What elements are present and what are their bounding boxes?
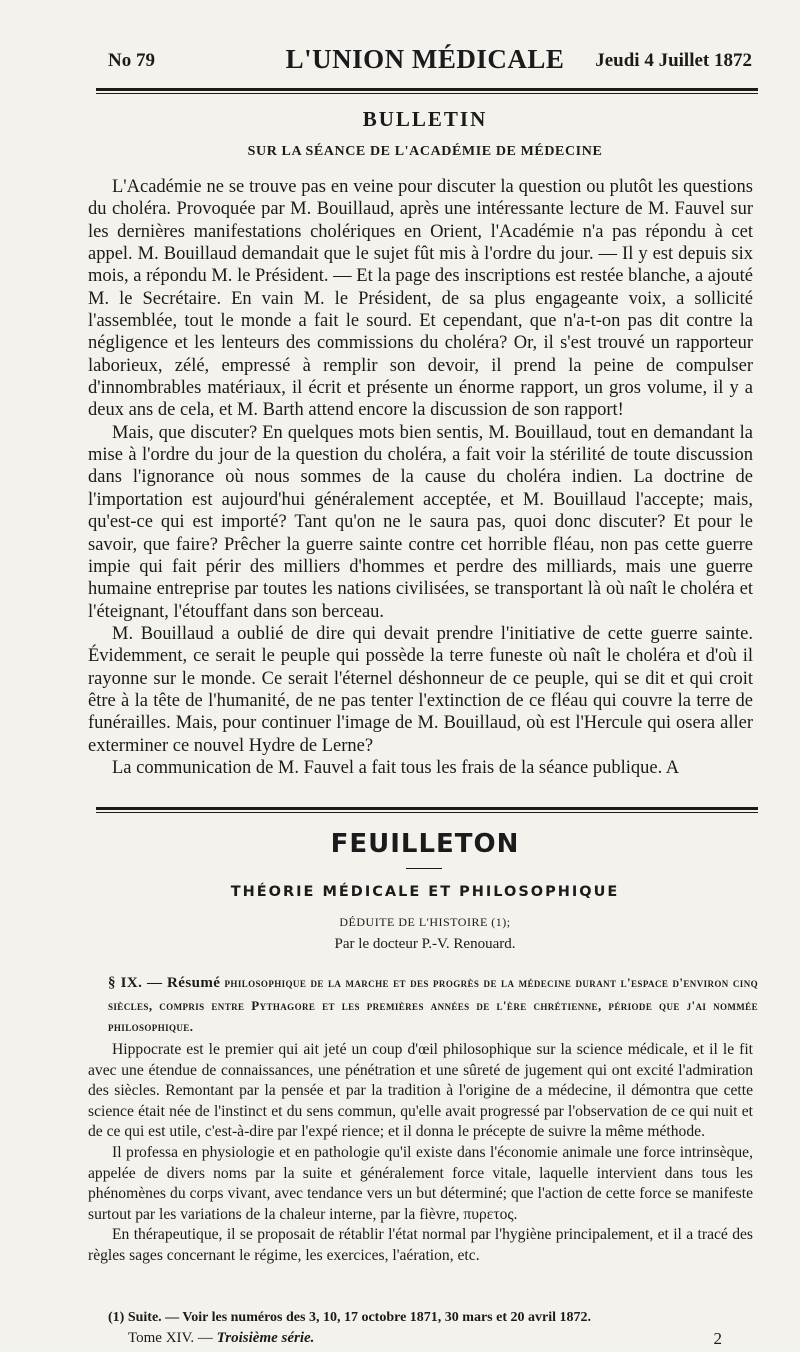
title-divider <box>406 868 442 869</box>
footnote: (1) Suite. — Voir les numéros des 3, 10, 17 octobre 1871, 30 mars et 20 avril 1872. <box>108 1310 591 1325</box>
bulletin-paragraph: M. Bouillaud a oublié de dire qui devait prendre l'initiative de cette guerre sainte. Évidemment, ce serait le peuple qui possède la terre funeste où naît le choléra et d'où il rayonne sur le monde. Ce serait l'éternel déshonneur de ce peuple, qui se dit et qui croit être à la tête de l'humanité, de ne pas tenter l'extinction de ce fléau qui couvre la terre de funérailles. Mais, pour continuer l'image de M. Bouillaud, où est l'Hercule qui osera aller exterminer ce nouvel Hydre de Lerne? <box>88 623 753 756</box>
bulletin-title: BULLETIN <box>362 107 488 131</box>
feuilleton-rule <box>96 807 758 810</box>
feuilleton-author: Par le docteur P.-V. Renouard. <box>334 936 516 952</box>
feuilleton-subtitle: THÉORIE MÉDICALE ET PHILOSOPHIQUE <box>230 884 620 900</box>
issue-date: Jeudi 4 Juillet 1872 <box>595 50 752 71</box>
feuilleton-rule-thin <box>96 812 758 813</box>
feuilleton-paragraph: En thérapeutique, il se proposait de rétablir l'état normal par l'hygiène principalement, et il a tracé des règles sages concernant le régime, les exercices, l'aération, etc. <box>88 1226 753 1264</box>
journal-title: L'UNION MÉDICALE <box>285 44 565 74</box>
header-rule <box>96 88 758 91</box>
page-header <box>88 44 762 84</box>
feuilleton-title: FEUILLETON <box>330 829 520 859</box>
issue-number: No 79 <box>108 50 155 71</box>
bulletin-paragraph: L'Académie ne se trouve pas en veine pour discuter la question ou plutôt les questions du choléra. Provoquée par M. Bouillaud, après une intéressante lecture de M. Fauvel sur les dernières manifestations cholériques en Orient, l'Académie n'a pas répondu à cet appel. M. Bouillaud demandait que le sujet fût mis à l'ordre du jour. — Il y est depuis six mois, a répondu M. le Président. — Et la page des inscriptions est restée blanche, a ajouté M. le Secrétaire. En vain M. le Président, de sa plus engageante voix, a sollicité l'assemblée, tout le monde a fait le sourd. Et cependant, que n'a-t-on pas dit contre la négligence et les lenteurs des commissions du choléra? Or, il s'est trouvé un rapporteur laborieux, zélé, empressé à remplir son devoir, il prend la peine de compulser d'innombrables matériaux, il écrit et présente un énorme rapport, un gros volume, il y a deux ans de cela, et M. Barth attend encore la discussion de son rapport! <box>88 177 753 421</box>
header-rule-thin <box>96 93 758 94</box>
section-heading-lead: § IX. — Résumé <box>108 975 221 991</box>
bulletin-paragraph: La communication de M. Fauvel a fait tous les frais de la séance publique. A <box>112 757 680 778</box>
bulletin-paragraph: Mais, que discuter? En quelques mots bien sentis, M. Bouillaud, tout en demandant la mise à l'ordre du jour de la question du choléra, a fait voir la stérilité de toute discussion dans l'ignorance où nous sommes de la cause du choléra indien. La doctrine de l'importation est aujourd'hui généralement acceptée, et M. Bouillaud l'accepte; mais, qu'est-ce qui est importé? Tant qu'on ne le saura pas, quoi donc discuter? Et pour le savoir, que faire? Prêcher la guerre sainte contre cet horrible fléau, non pas cette guerre impie qui fait périr des milliers d'hommes et perdre des milliards, mais une guerre humaine entreprise par toutes les nations civilisées, se transportant là où naît le choléra et l'éteignant, l'étouffant dans son berceau. <box>88 422 753 622</box>
newspaper-page <box>88 0 762 1352</box>
bulletin-subtitle: SUR LA SÉANCE DE L'ACADÉMIE DE MÉDECINE <box>247 144 603 159</box>
feuilleton-subtitle-2: DÉDUITE DE L'HISTOIRE (1); <box>339 915 511 929</box>
feuilleton-paragraph: Il professa en physiologie et en pathologie qu'il existe dans l'économie animale une force intrinsèque, appelée de divers noms par la suite et généralement force vitale, laquelle intervient dans tous les phénomènes du corps vivant, avec tendance vers un but déterminé; que l'action de cette force se manifeste surtout par les variations de la chaleur interne, par la fièvre, πυρετος. <box>88 1143 753 1223</box>
feuilleton-body <box>88 1040 753 1267</box>
bulletin-body <box>88 176 753 779</box>
feuilleton-paragraph: Hippocrate est le premier qui ait jeté un coup d'œil philosophique sur la science médicale, et il le fit avec une étendue de connaissances, une pénétration et une sûreté de jugement qui ont excité l'admiration des siècles. Remontant par la pensée et par la tradition à l'origine de a médecine, il démontra que cette science était née de l'instinct et du sens commun, qu'elle avait progressé par l'observation de ce qui nuit et de ce qui est utile, c'est-à-dire par l'expé rience; et il donna le précepte de suivre la même méthode. <box>88 1041 753 1141</box>
section-heading-text: philosophique de la marche et des progrès de la médecine durant l'espace d'environ cinq siècles, compris entre Pythagore et les premières années de l'ère chrétienne, période que j'ai nommée philosophique. <box>108 975 759 1034</box>
footer-serie: Troisième série. <box>216 1330 315 1346</box>
page-number: 2 <box>713 1329 722 1348</box>
section-heading <box>108 972 758 1038</box>
footer-tome-number: Tome XIV. — <box>128 1330 217 1346</box>
footer-tome <box>128 1330 314 1347</box>
